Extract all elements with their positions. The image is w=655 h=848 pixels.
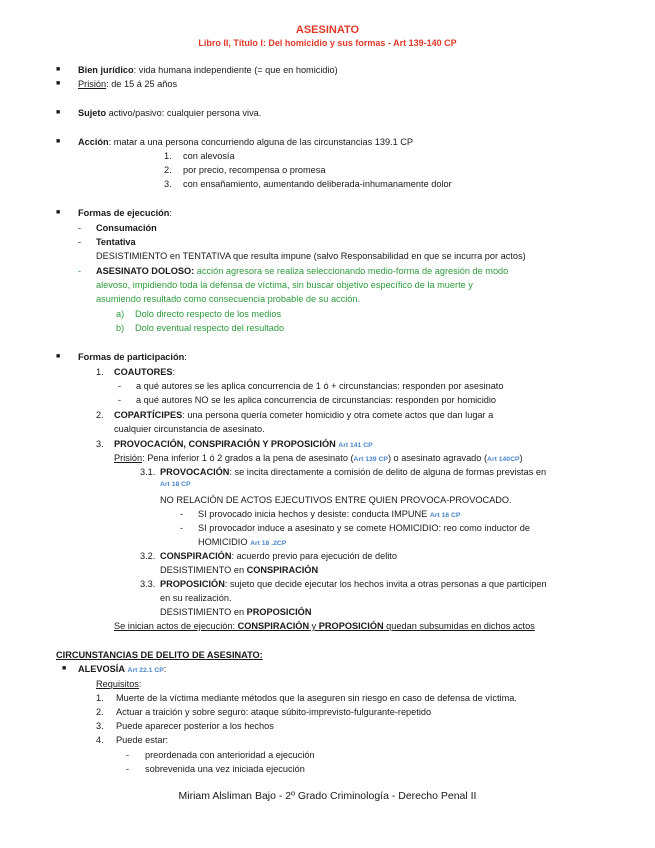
dash-icon: -: [78, 266, 82, 276]
provocador-item: HOMICIDIO Art 18 .2CP: [198, 537, 287, 547]
conspiracion-def-line: CONSPIRACIÓN: acuerdo previo para ejecución de delito: [160, 551, 397, 561]
dolo-letter: b): [116, 323, 125, 333]
requisito-number: 2.: [96, 707, 104, 717]
no-relacion-line: NO RELACIÓN DE ACTOS EJECUTIVOS ENTRE QUIEN PROVOCA-PROVOCADO.: [160, 495, 512, 505]
dash-icon: -: [118, 381, 122, 391]
desistimiento-text: DESISTIMIENTO en TENTATIVA que resulta impune (salvo Responsabilidad en que se incurra por actos): [96, 251, 526, 261]
provocacion-prision-line: Prisión: Pena inferior 1 ó 2 grados a la pena de asesinato (Art 139 CP) o asesinato agravado (Art 140CP): [114, 453, 523, 463]
dash-icon: -: [180, 509, 184, 519]
proposicion-def-line: PROPOSICIÓN: sujeto que decide ejecutar los hechos invita a otras personas a que participen: [160, 579, 547, 589]
bullet-icon: ■: [62, 665, 67, 672]
desistimiento-conspiracion: DESISTIMIENTO en CONSPIRACIÓN: [160, 565, 319, 575]
dash-icon: -: [180, 523, 184, 533]
requisitos-heading: Requisitos:: [96, 679, 142, 689]
provocado-item: SI provocado inicia hechos y desiste: conducta IMPUNE Art 16 CP: [198, 509, 461, 519]
alevosia-sub-item: preordenada con anterioridad a ejecución: [145, 750, 315, 760]
page-footer: Miriam Alsliman Bajo - 2º Grado Criminología - Derecho Penal II: [178, 790, 477, 802]
accion-item-number: 2.: [164, 165, 172, 175]
provocacion-number: 3.: [96, 439, 104, 449]
requisito-number: 1.: [96, 693, 104, 703]
bullet-icon: ■: [56, 209, 61, 216]
requisito-number: 4.: [96, 735, 104, 745]
dash-icon: -: [78, 223, 82, 233]
accion-item-number: 1.: [164, 151, 172, 161]
coautores-item: a qué autores NO se les aplica concurrencia de circunstancias: responden por homicidio: [136, 395, 497, 405]
bien-juridico-line: Bien jurídico: vida humana independiente (= que en homicidio): [78, 65, 338, 75]
dolo-item: Dolo directo respecto de los medios: [135, 309, 282, 319]
alevosia-heading: ALEVOSÍA Art 22.1 CP:: [78, 664, 167, 674]
tentativa-item: Tentativa: [96, 237, 136, 247]
asesinato-doloso-line: asumiendo resultado como consecuencia probable de su acción.: [96, 294, 361, 304]
subsection-number: 3.1.: [140, 467, 156, 477]
coautores-heading: COAUTORES:: [114, 367, 176, 377]
copartícipes-line: cualquier circunstancia de asesinato.: [114, 424, 265, 434]
coautores-item: a qué autores se les aplica concurrencia de 1 ó + circunstancias: responden por asesinato: [136, 381, 504, 391]
requisito-item: Puede aparecer posterior a los hechos: [116, 721, 274, 731]
dolo-letter: a): [116, 309, 125, 319]
dash-icon: -: [126, 764, 130, 774]
provocacion-def-line: PROVOCACIÓN: se incita directamente a comisión de delito de alguna de formas previstas en: [160, 467, 547, 477]
copartícipes-line: COPARTÍCIPES: una persona quería cometer homicidio y otra comete actos que dan lugar a: [114, 410, 494, 420]
dash-icon: -: [78, 237, 82, 247]
bullet-icon: ■: [56, 353, 61, 360]
accion-item: por precio, recompensa o promesa: [183, 165, 326, 175]
subsection-number: 3.3.: [140, 579, 156, 589]
page-subtitle: Libro II, Título I: Del homicidio y sus formas - Art 139-140 CP: [198, 38, 457, 48]
asesinato-doloso-line: ASESINATO DOLOSO: acción agresora se realiza seleccionando medio-forma de agresión de modo: [96, 266, 509, 276]
copartícipes-number: 2.: [96, 410, 104, 420]
ejecucion-heading: Formas de ejecución:: [78, 208, 172, 218]
proposicion-def-line: en su realización.: [160, 593, 232, 603]
accion-item-number: 3.: [164, 179, 172, 189]
asesinato-doloso-line: alevoso, impidiendo toda la defensa de víctima, sin buscar objetivo específico de la muerte y: [96, 280, 473, 290]
page-title: ASESINATO: [295, 24, 360, 36]
dash-icon: -: [126, 750, 130, 760]
bullet-icon: ■: [56, 66, 61, 73]
alevosia-sub-item: sobrevenida una vez iniciada ejecución: [145, 764, 305, 774]
accion-item: con ensañamiento, aumentando deliberada-inhumanamente dolor: [183, 179, 452, 189]
coautores-number: 1.: [96, 367, 104, 377]
subsumidas-line: Se inician actos de ejecución: CONSPIRACIÓN y PROPOSICIÓN quedan subsumidas en dichos actos: [114, 621, 535, 631]
requisito-item: Muerte de la víctima mediante métodos que la aseguren sin riesgo en caso de defensa de víctima.: [116, 693, 517, 703]
requisito-item: Actuar a traición y sobre seguro: ataque súbito-imprevisto-fulgurante-repetido: [116, 707, 432, 717]
dash-icon: -: [118, 395, 122, 405]
provocador-item: SI provocador induce a asesinato y se comete HOMICIDIO: reo como inductor de: [198, 523, 530, 533]
subsection-number: 3.2.: [140, 551, 156, 561]
desistimiento-proposicion: DESISTIMIENTO en PROPOSICIÓN: [160, 607, 312, 617]
consumacion-item: Consumación: [96, 223, 157, 233]
accion-line: Acción: matar a una persona concurriendo alguna de las circunstancias 139.1 CP: [78, 137, 414, 147]
requisito-item: Puede estar:: [116, 735, 169, 745]
article-reference: Art 18 CP: [160, 481, 191, 488]
circunstancias-heading: CIRCUNSTANCIAS DE DELITO DE ASESINATO:: [56, 650, 263, 660]
prision-line: Prisión: de 15 á 25 años: [78, 79, 178, 89]
sujeto-line: Sujeto activo/pasivo: cualquier persona viva.: [78, 108, 262, 118]
provocacion-heading: PROVOCACIÓN, CONSPIRACIÓN Y PROPOSICIÓN Art 141 CP: [114, 439, 373, 449]
bullet-icon: ■: [56, 80, 61, 87]
bullet-icon: ■: [56, 109, 61, 116]
accion-item: con alevosía: [183, 151, 235, 161]
participacion-heading: Formas de participación:: [78, 352, 187, 362]
requisito-number: 3.: [96, 721, 104, 731]
bullet-icon: ■: [56, 138, 61, 145]
dolo-item: Dolo eventual respecto del resultado: [135, 323, 285, 333]
